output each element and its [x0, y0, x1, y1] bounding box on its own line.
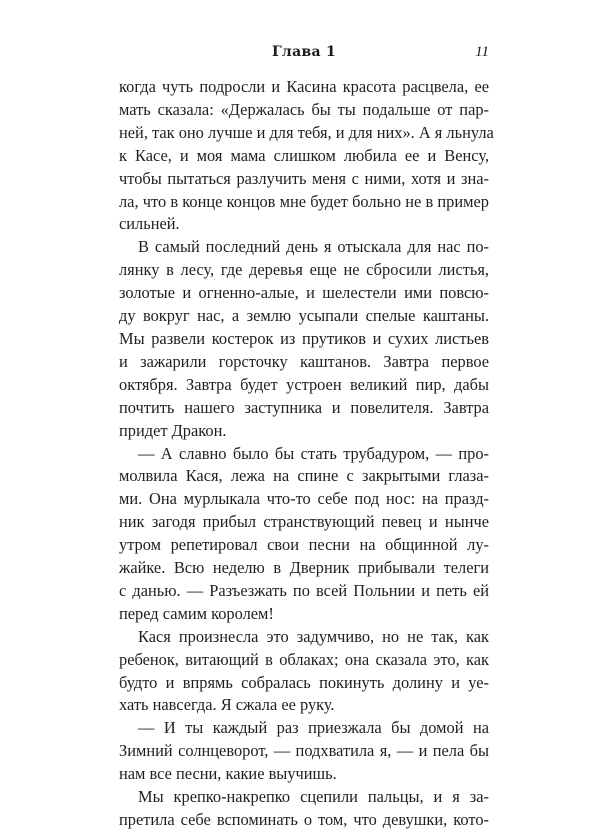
text-line: претила себе вспоминать о том, что девушки, кото- — [119, 810, 489, 829]
text-line: ней, так оно лучше и для тебя, и для них». А я льнула — [119, 122, 494, 142]
text-line: Кася произнесла это задумчиво, но не так, как — [138, 626, 489, 646]
paragraph — [119, 236, 489, 442]
text-line: — А славно было бы стать трубадуром, — про- — [138, 443, 489, 463]
chapter-title: Глава 1 — [271, 44, 337, 60]
text-line: лянку в лесу, где деревья еще не сбросили листья, — [119, 260, 489, 280]
text-line: ми. Она мурлыкала что-то себе под нос: на празд- — [119, 489, 489, 509]
text-line: к Касе, и моя мама слишком любила ее и Венсу, — [119, 145, 489, 165]
text-line: утром репетировал свои песни на общинной лу- — [119, 535, 489, 555]
paragraph — [119, 717, 489, 786]
text-line: жайке. Всю неделю в Дверник прибывали телеги — [119, 558, 489, 578]
paragraph — [119, 626, 489, 718]
text-line: сильней. — [119, 214, 180, 234]
text-line: молвила Кася, лежа на спине с закрытыми глаза- — [119, 466, 489, 486]
text-line: будто и впрямь собралась покинуть долину и уе- — [119, 672, 489, 692]
text-line: и зажарили горсточку каштанов. Завтра первое — [119, 351, 489, 371]
text-line: — И ты каждый раз приезжала бы домой на — [138, 718, 489, 738]
text-line: Мы развели костерок из прутиков и сухих листьев — [119, 328, 489, 348]
text-line: перед самим королем! — [119, 603, 274, 623]
text-line: с данью. — Разъезжать по всей Польнии и петь ей — [119, 580, 489, 600]
text-line: ду вокруг нас, а землю усыпали спелые каштаны. — [119, 306, 489, 326]
text-line: Зимний солнцеворот, — подхватила я, — и пела бы — [119, 741, 489, 761]
page-number: 11 — [475, 44, 489, 60]
text-line: ла, что в конце концов мне будет больно не в пример — [119, 191, 489, 211]
text-line: хать навсегда. Я сжала ее руку. — [119, 695, 335, 715]
body-text — [119, 76, 494, 832]
text-line: когда чуть подросли и Касина красота расцвела, ее — [119, 77, 489, 96]
text-line: мать сказала: «Держалась бы ты подальше от пар- — [119, 99, 489, 119]
text-line: почтить нашего заступника и повелителя. Завтра — [119, 397, 489, 417]
text-line: придет Дракон. — [119, 420, 227, 440]
text-line: ник загодя прибыл странствующий певец и нынче — [119, 512, 489, 532]
paragraph — [119, 443, 489, 626]
text-line: ребенок, витающий в облаках; она сказала это, как — [119, 649, 489, 669]
text-line: золотые и огненно-алые, и шелестели ими повсю- — [119, 283, 489, 303]
text-line: Мы крепко-накрепко сцепили пальцы, и я за- — [138, 787, 489, 807]
paragraph — [119, 76, 494, 236]
text-line: октября. Завтра будет устроен великий пир, дабы — [119, 374, 489, 394]
paragraph — [119, 786, 489, 832]
text-line: В самый последний день я отыскала для нас по- — [138, 237, 489, 257]
running-head — [119, 44, 489, 68]
text-line: нам все песни, какие выучишь. — [119, 764, 337, 784]
text-line: чтобы пытаться разлучить меня с ними, хотя и зна- — [119, 168, 489, 188]
